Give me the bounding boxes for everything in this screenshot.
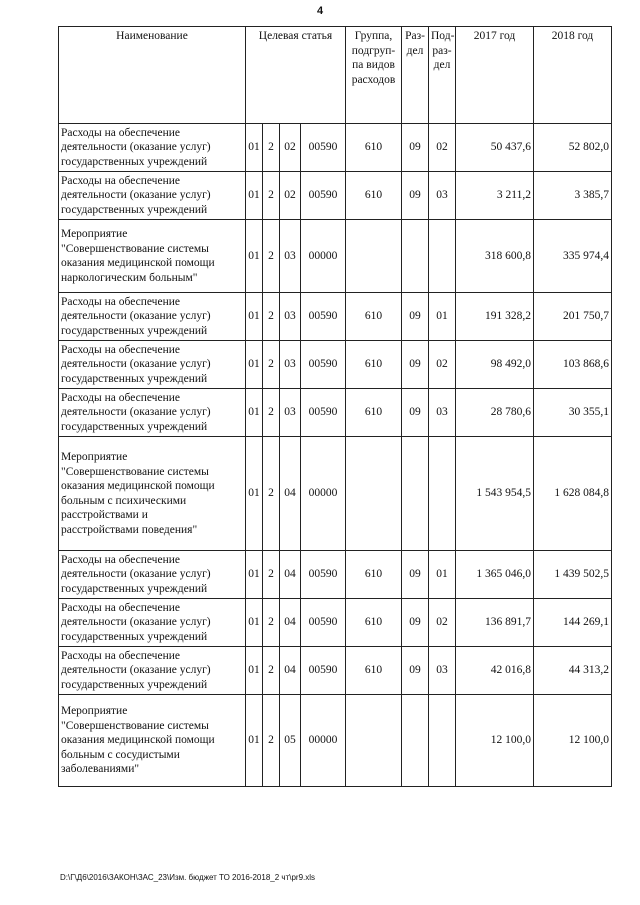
section: 09 — [402, 599, 429, 647]
row-name: Расходы на обеспечение деятельности (оказание услуг) государственных учреждений — [59, 293, 246, 341]
row-name: Мероприятие "Совершенствование системы оказания медицинской помощи больным с психическими расстройствами и расстройствами поведения" — [59, 437, 246, 551]
amount-2018: 335 974,4 — [534, 220, 612, 293]
amount-2017: 28 780,6 — [456, 389, 534, 437]
target-code-2: 2 — [263, 695, 280, 787]
subsection: 03 — [429, 389, 456, 437]
target-code-1: 01 — [246, 437, 263, 551]
target-code-1: 01 — [246, 293, 263, 341]
row-name: Мероприятие "Совершенствование системы оказания медицинской помощи больным с сосудистыми заболеваниями" — [59, 695, 246, 787]
target-code-3: 05 — [280, 695, 301, 787]
section: 09 — [402, 341, 429, 389]
row-name: Расходы на обеспечение деятельности (оказание услуг) государственных учреждений — [59, 124, 246, 172]
row-name: Расходы на обеспечение деятельности (оказание услуг) государственных учреждений — [59, 172, 246, 220]
target-code-4: 00590 — [301, 172, 346, 220]
amount-2018: 1 628 084,8 — [534, 437, 612, 551]
target-code-3: 03 — [280, 341, 301, 389]
target-code-2: 2 — [263, 341, 280, 389]
table-row — [59, 437, 612, 551]
table-row — [59, 599, 612, 647]
target-code-2: 2 — [263, 124, 280, 172]
target-code-4: 00590 — [301, 341, 346, 389]
target-code-3: 03 — [280, 293, 301, 341]
table-header-row — [59, 27, 612, 124]
table-row — [59, 647, 612, 695]
section: 09 — [402, 293, 429, 341]
row-name: Расходы на обеспечение деятельности (оказание услуг) государственных учреждений — [59, 599, 246, 647]
section — [402, 695, 429, 787]
target-code-3: 04 — [280, 599, 301, 647]
table-row — [59, 551, 612, 599]
expense-group: 610 — [346, 172, 402, 220]
page-number: 4 — [316, 5, 324, 17]
target-code-2: 2 — [263, 172, 280, 220]
subsection: 03 — [429, 647, 456, 695]
subsection: 02 — [429, 341, 456, 389]
expense-group — [346, 220, 402, 293]
expense-group: 610 — [346, 647, 402, 695]
expense-group: 610 — [346, 599, 402, 647]
section: 09 — [402, 647, 429, 695]
target-code-2: 2 — [263, 647, 280, 695]
table-row — [59, 124, 612, 172]
target-code-1: 01 — [246, 341, 263, 389]
amount-2017: 42 016,8 — [456, 647, 534, 695]
target-code-4: 00590 — [301, 389, 346, 437]
amount-2017: 191 328,2 — [456, 293, 534, 341]
amount-2018: 30 355,1 — [534, 389, 612, 437]
header-expense-group: Группа, подгруп-па видов расходов — [346, 27, 402, 124]
amount-2017: 1 543 954,5 — [456, 437, 534, 551]
row-name: Расходы на обеспечение деятельности (оказание услуг) государственных учреждений — [59, 341, 246, 389]
expense-group: 610 — [346, 293, 402, 341]
subsection: 02 — [429, 124, 456, 172]
target-code-4: 00000 — [301, 695, 346, 787]
amount-2017: 12 100,0 — [456, 695, 534, 787]
expense-group: 610 — [346, 341, 402, 389]
subsection: 03 — [429, 172, 456, 220]
table-row — [59, 389, 612, 437]
file-path-footer: D:\Г\Д6\2016\ЗАКОН\ЗАС_23\Изм. бюджет ТО 2016-2018_2 чт\pr9.xls — [60, 873, 316, 882]
table-row — [59, 341, 612, 389]
subsection — [429, 437, 456, 551]
table-row — [59, 293, 612, 341]
expense-group: 610 — [346, 389, 402, 437]
row-name: Расходы на обеспечение деятельности (оказание услуг) государственных учреждений — [59, 551, 246, 599]
table-row — [59, 220, 612, 293]
header-section: Раз-дел — [402, 27, 429, 124]
row-name: Мероприятие "Совершенствование системы оказания медицинской помощи наркологическим больным" — [59, 220, 246, 293]
amount-2018: 12 100,0 — [534, 695, 612, 787]
subsection: 01 — [429, 551, 456, 599]
target-code-3: 02 — [280, 124, 301, 172]
amount-2017: 50 437,6 — [456, 124, 534, 172]
expense-group — [346, 437, 402, 551]
target-code-2: 2 — [263, 293, 280, 341]
expense-group: 610 — [346, 551, 402, 599]
section — [402, 220, 429, 293]
target-code-2: 2 — [263, 599, 280, 647]
target-code-4: 00590 — [301, 293, 346, 341]
target-code-2: 2 — [263, 389, 280, 437]
target-code-4: 00590 — [301, 599, 346, 647]
expense-group: 610 — [346, 124, 402, 172]
amount-2017: 98 492,0 — [456, 341, 534, 389]
table-row — [59, 172, 612, 220]
amount-2017: 3 211,2 — [456, 172, 534, 220]
subsection — [429, 695, 456, 787]
subsection: 01 — [429, 293, 456, 341]
subsection — [429, 220, 456, 293]
header-year-2018: 2018 год — [534, 27, 612, 124]
amount-2017: 1 365 046,0 — [456, 551, 534, 599]
amount-2018: 44 313,2 — [534, 647, 612, 695]
amount-2018: 144 269,1 — [534, 599, 612, 647]
amount-2018: 103 868,6 — [534, 341, 612, 389]
amount-2018: 52 802,0 — [534, 124, 612, 172]
row-name: Расходы на обеспечение деятельности (оказание услуг) государственных учреждений — [59, 647, 246, 695]
target-code-3: 02 — [280, 172, 301, 220]
amount-2018: 1 439 502,5 — [534, 551, 612, 599]
section — [402, 437, 429, 551]
target-code-3: 03 — [280, 220, 301, 293]
target-code-1: 01 — [246, 599, 263, 647]
amount-2017: 318 600,8 — [456, 220, 534, 293]
section: 09 — [402, 124, 429, 172]
target-code-1: 01 — [246, 389, 263, 437]
section: 09 — [402, 389, 429, 437]
target-code-1: 01 — [246, 124, 263, 172]
table-row — [59, 695, 612, 787]
target-code-3: 04 — [280, 647, 301, 695]
subsection: 02 — [429, 599, 456, 647]
target-code-3: 03 — [280, 389, 301, 437]
target-code-1: 01 — [246, 695, 263, 787]
target-code-2: 2 — [263, 437, 280, 551]
header-target-article: Целевая статья — [246, 27, 346, 124]
target-code-1: 01 — [246, 647, 263, 695]
expense-group — [346, 695, 402, 787]
amount-2017: 136 891,7 — [456, 599, 534, 647]
header-year-2017: 2017 год — [456, 27, 534, 124]
target-code-4: 00000 — [301, 220, 346, 293]
target-code-3: 04 — [280, 551, 301, 599]
target-code-3: 04 — [280, 437, 301, 551]
section: 09 — [402, 172, 429, 220]
header-subsection: Под-раз-дел — [429, 27, 456, 124]
target-code-2: 2 — [263, 220, 280, 293]
amount-2018: 3 385,7 — [534, 172, 612, 220]
target-code-4: 00000 — [301, 437, 346, 551]
target-code-4: 00590 — [301, 551, 346, 599]
section: 09 — [402, 551, 429, 599]
header-name: Наименование — [59, 27, 246, 124]
target-code-4: 00590 — [301, 647, 346, 695]
target-code-2: 2 — [263, 551, 280, 599]
target-code-1: 01 — [246, 172, 263, 220]
target-code-4: 00590 — [301, 124, 346, 172]
target-code-1: 01 — [246, 220, 263, 293]
table-body — [59, 124, 612, 787]
amount-2018: 201 750,7 — [534, 293, 612, 341]
row-name: Расходы на обеспечение деятельности (оказание услуг) государственных учреждений — [59, 389, 246, 437]
budget-table — [58, 26, 612, 787]
target-code-1: 01 — [246, 551, 263, 599]
